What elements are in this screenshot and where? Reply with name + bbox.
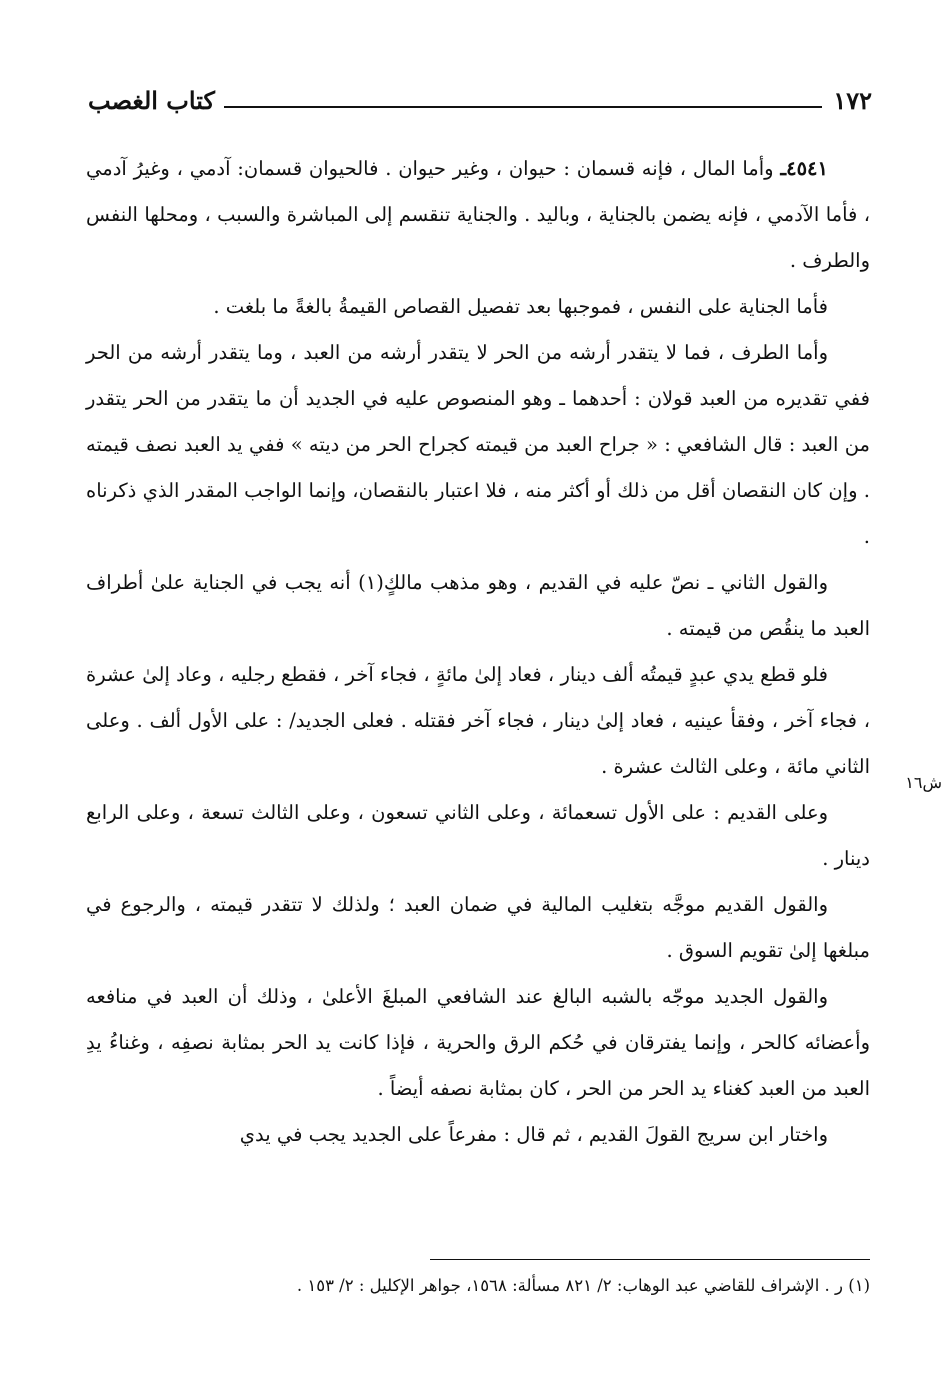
header-rule — [224, 106, 822, 108]
footnote-rule — [430, 1259, 870, 1260]
paragraph: والقول القديم موجَّه بتغليب المالية في ضمان العبد ؛ ولذلك لا تتقدر قيمته ، والرجوع في مبلغها إلىٰ تقويم السوق . — [86, 893, 870, 962]
main-text — [86, 146, 870, 1158]
paragraph: والقول الثاني ـ نصّ عليه في القديم ، وهو مذهب مالكٍ(١) أنه يجب في الجناية علىٰ أطراف العبد ما ينقُص من قيمته . — [86, 571, 870, 640]
paragraph: فلو قطع يدي عبدٍ قيمتُه ألف دينار ، فعاد إلىٰ مائةٍ ، فجاء آخر ، فقطع رجليه ، وعاد إلىٰ عشرة ، فجاء آخر ، وفقأ عينيه ، فعاد إلىٰ دينار ، فجاء آخر فقتله . فعلى الجديد/ : على الأول ألف . وعلى الثاني مائة ، وعلى الثالث عشرة . — [86, 663, 870, 778]
page-number: ١٧٢ — [833, 86, 872, 115]
footnote: (١) ر . الإشراف للقاضي عبد الوهاب: ٢/ ٨٢١ مسألة: ١٥٦٨، جواهر الإكليل : ٢/ ١٥٣ . — [296, 1276, 870, 1295]
paragraph: ٤٥٤١ـ وأما المال ، فإنه قسمان : حيوان ، وغير حيوان . فالحيوان قسمان: آدمي ، وغيرُ آدمي ، فأما الآدمي ، فإنه يضمن بالجناية ، وباليد . والجناية تنقسم إلى المباشرة والسبب ، ومحلها النفس والطرف . — [86, 157, 870, 272]
paragraph: وعلى القديم : على الأول تسعمائة ، وعلى الثاني تسعون ، وعلى الثالث تسعة ، وعلى الرابع دينار . — [86, 801, 870, 870]
paragraph: فأما الجناية على النفس ، فموجبها بعد تفصيل القصاص القيمةُ بالغةً ما بلغت . — [213, 295, 828, 318]
paragraph: واختار ابن سريج القولَ القديم ، ثم قال : مفرعاً على الجديد يجب في يدي — [239, 1123, 828, 1146]
paragraph: وأما الطرف ، فما لا يتقدر أرشه من الحر لا يتقدر أرشه من العبد ، وما يتقدر أرشه من الحر ففي تقديره من العبد قولان : أحدهما ـ وهو المنصوص عليه في الجديد أن ما يتقدر من الحر يتقدر من العبد : قال الشافعي : « جراح العبد من قيمته كجراح الحر من ديته » ففي يد العبد نصف قيمته . وإن كان النقصان أقل من ذلك أو أكثر منه ، فلا اعتبار بالنقصان، وإنما الواجب المقدر الذي ذكرناه . — [86, 341, 870, 548]
running-title: كتاب الغصب — [88, 86, 215, 115]
margin-folio-note: ش١٦ — [905, 773, 942, 792]
issue-number: ٤٥٤١ـ — [780, 157, 828, 180]
running-header — [86, 84, 874, 124]
paragraph: والقول الجديد موجّه بالشبه البالغ عند الشافعي المبلغَ الأعلىٰ ، وذلك أن العبد في منافعه وأعضائه كالحر ، وإنما يفترقان في حُكم الرق والحرية ، فإذا كانت يد الحر بمثابة نصفِه ، وغناءُ يدِ العبد من العبد كغناء يد الحر من الحر ، كان بمثابة نصفه أيضاً . — [86, 985, 870, 1100]
